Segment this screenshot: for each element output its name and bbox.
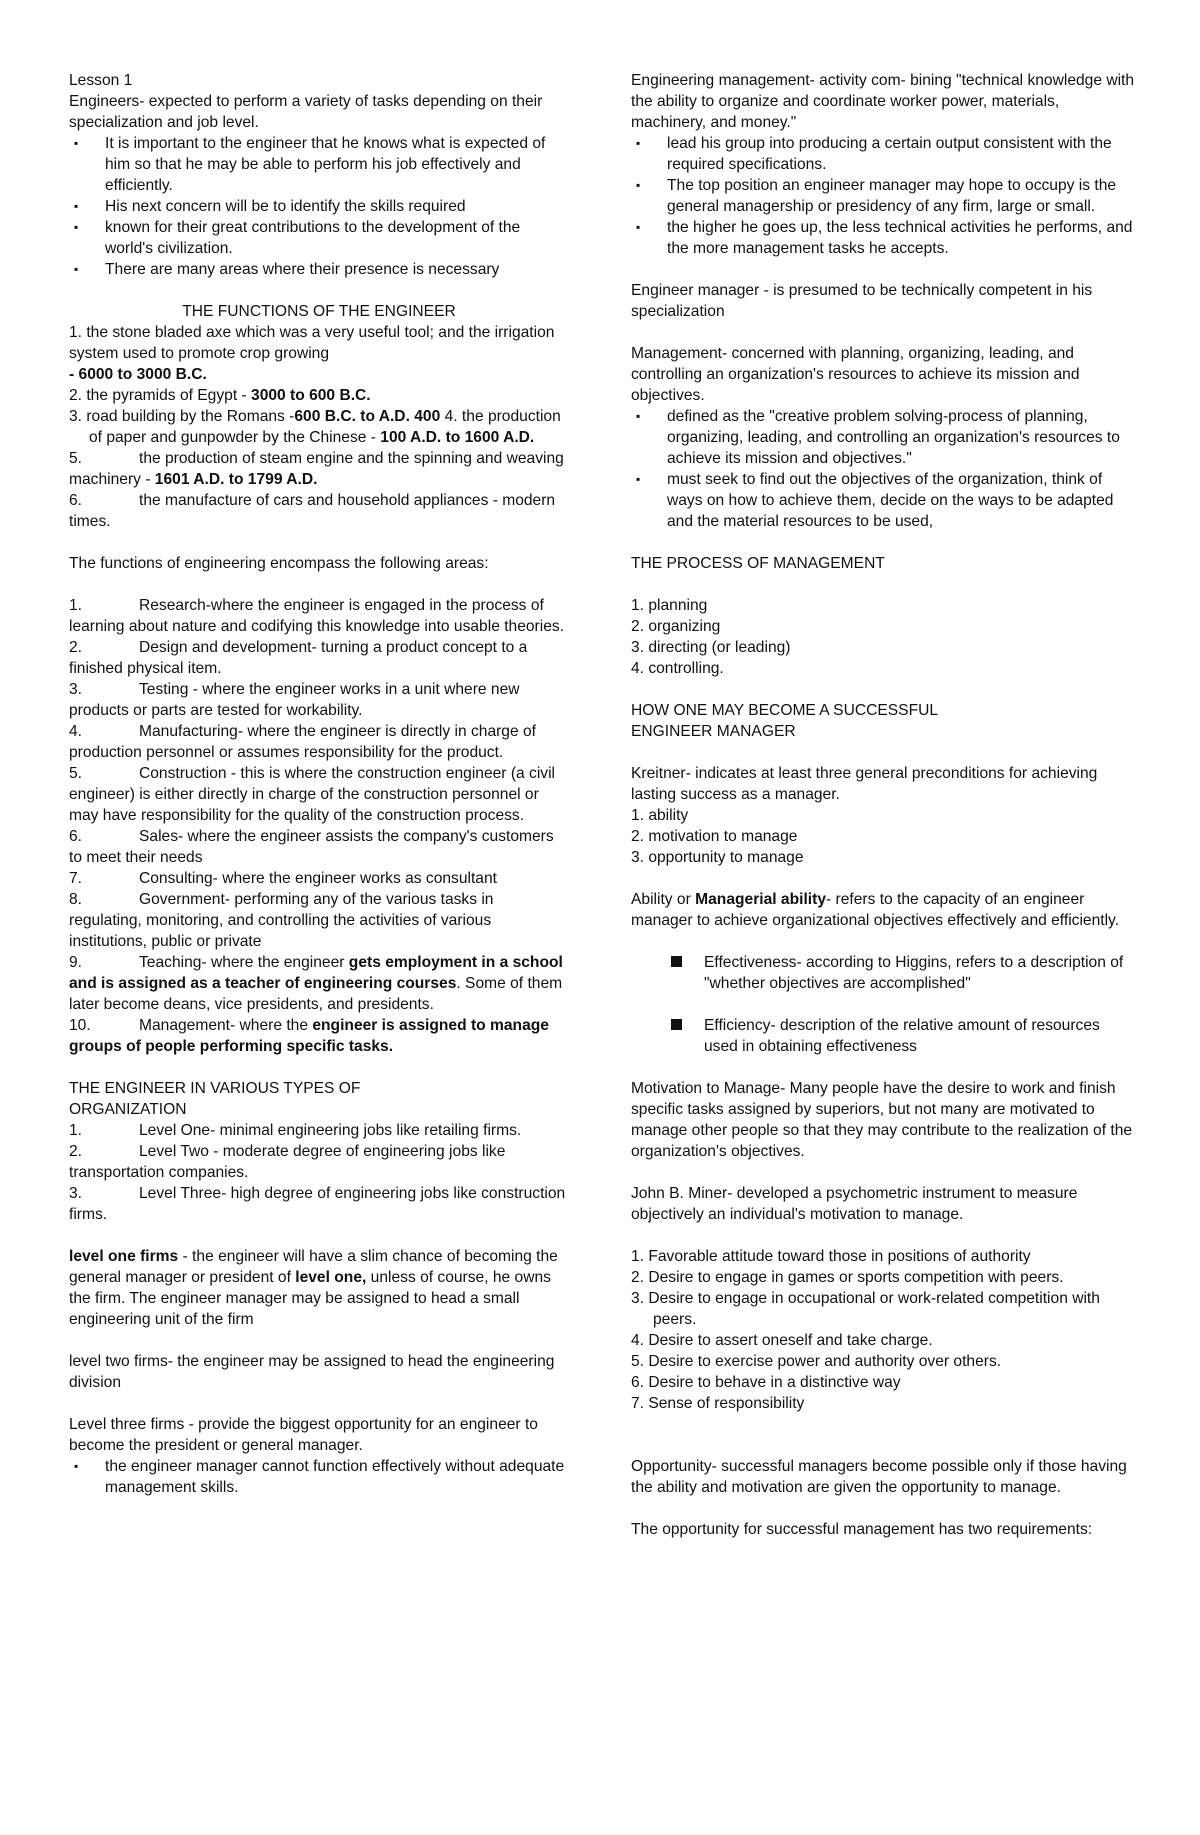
- precondition-item: 2. motivation to manage: [631, 828, 798, 845]
- bullet-icon: ▪: [74, 1459, 79, 1473]
- area-item: 8. Government- performing any of the various tasks in regulating, monitoring, and controlling the activities of various institutions, public or private: [69, 891, 494, 950]
- engineering-management-definition: Engineering management- activity com- bining "technical knowledge with the ability to organize and coordinate worker power, materials, machinery, and money.": [631, 72, 1135, 131]
- area-item: 5. Construction - this is where the construction engineer (a civil engineer) is either directly in charge of the construction personnel or may have responsibility for the quality of the construction process.: [69, 765, 556, 824]
- encompass-intro: The functions of engineering encompass the following areas:: [69, 555, 489, 572]
- bullet-item: ▪ the higher he goes up, the less technical activities he performs, and the more management tasks he accepts.: [636, 219, 1133, 257]
- bullet-icon: ▪: [636, 409, 641, 423]
- effectiveness-item: Effectiveness- according to Higgins, refers to a description of "whether objectives are accomplished": [631, 952, 1136, 994]
- bullet-item: ▪ There are many areas where their presence is necessary: [74, 261, 500, 278]
- bullet-item: ▪ The top position an engineer manager may hope to occupy is the general managership or presidency of any firm, large or small.: [636, 177, 1117, 215]
- history-item-2: 2. the pyramids of Egypt - 3000 to 600 B.C.: [69, 387, 371, 404]
- history-item-6: 6. the manufacture of cars and household appliances - modern times.: [69, 492, 556, 530]
- areas-list: [69, 595, 569, 952]
- level-item: 2. Level Two - moderate degree of engineering jobs like transportation companies.: [69, 1143, 506, 1181]
- bullet-icon: ▪: [74, 136, 79, 150]
- history-item-1: 1. the stone bladed axe which was a very useful tool; and the irrigation system used to promote crop growing - 6000 to 3000 B.C.: [69, 324, 555, 383]
- bullet-icon: ▪: [74, 262, 79, 276]
- level-two-paragraph: level two firms- the engineer may be assigned to head the engineering division: [69, 1353, 555, 1391]
- motivation-paragraph: Motivation to Manage- Many people have the desire to work and finish specific tasks assigned by superiors, but not many are motivated to manage other people so that they may contribute to the realization of the organization's objectives.: [631, 1080, 1133, 1160]
- miner-list: [631, 1246, 1136, 1414]
- functions-heading: THE FUNCTIONS OF THE ENGINEER: [182, 303, 456, 320]
- success-heading-line-1: HOW ONE MAY BECOME A SUCCESSFUL: [631, 702, 939, 719]
- miner-list-item: 6. Desire to behave in a distinctive way: [631, 1374, 901, 1391]
- bullet-item: ▪ His next concern will be to identify the skills required: [74, 198, 466, 215]
- organization-heading: THE ENGINEER IN VARIOUS TYPES OF ORGANIZATION: [69, 1080, 361, 1118]
- square-bullet-icon: [671, 1019, 682, 1030]
- left-column: [69, 70, 569, 1498]
- process-item: 1. planning: [631, 597, 708, 614]
- miner-list-item: 5. Desire to exercise power and authority over others.: [631, 1353, 1002, 1370]
- precondition-item: 3. opportunity to manage: [631, 849, 804, 866]
- bullet-icon: ▪: [74, 220, 79, 234]
- process-item: 3. directing (or leading): [631, 639, 791, 656]
- process-heading: THE PROCESS OF MANAGEMENT: [631, 555, 885, 572]
- bullet-icon: ▪: [636, 472, 641, 486]
- miner-list-item: 2. Desire to engage in games or sports competition with peers.: [631, 1269, 1064, 1286]
- level-item: 3. Level Three- high degree of engineering jobs like construction firms.: [69, 1185, 566, 1223]
- area-item: 7. Consulting- where the engineer works as consultant: [69, 870, 497, 887]
- miner-paragraph: John B. Miner- developed a psychometric instrument to measure objectively an individual's motivation to manage.: [631, 1185, 1078, 1223]
- area-item: 6. Sales- where the engineer assists the company's customers to meet their needs: [69, 828, 554, 866]
- bullet-icon: ▪: [636, 178, 641, 192]
- level-three-paragraph: Level three firms - provide the biggest opportunity for an engineer to become the president or general manager.: [69, 1416, 538, 1454]
- bullet-item: ▪ must seek to find out the objectives of the organization, think of ways on how to achieve them, decide on the ways to be adapted and the material resources to be used,: [636, 471, 1114, 530]
- level-one-paragraph: level one firms - the engineer will have a slim chance of becoming the general manager or president of level one, unless of course, he owns the firm. The engineer manager may be assigned to head a small engineering unit of the firm: [69, 1248, 558, 1328]
- opportunity-paragraph: Opportunity- successful managers become possible only if those having the ability and motivation are given the opportunity to manage.: [631, 1458, 1127, 1496]
- area-item: 2. Design and development- turning a product concept to a finished physical item.: [69, 639, 528, 677]
- level-item: 1. Level One- minimal engineering jobs like retailing firms.: [69, 1122, 522, 1139]
- area-item-9: 9. Teaching- where the engineer gets employment in a school and is assigned as a teacher of engineering courses. Some of them later become deans, vice presidents, and presidents.: [69, 954, 563, 1013]
- management-definition: Management- concerned with planning, organizing, leading, and controlling an organization's resources to achieve its mission and objectives.: [631, 345, 1080, 404]
- bullet-item: ▪ known for their great contributions to the development of the world's civilization.: [74, 219, 521, 257]
- ability-paragraph: Ability or Managerial ability- refers to the capacity of an engineer manager to achieve organizational objectives effectively and efficiently.: [631, 891, 1120, 929]
- bullet-item: ▪ defined as the "creative problem solving-process of planning, organizing, leading, and controlling an organization's resources to achieve its mission and objectives.": [636, 408, 1120, 467]
- kreitner-paragraph: Kreitner- indicates at least three general preconditions for achieving lasting success as a manager.: [631, 765, 1098, 803]
- bullet-icon: ▪: [636, 220, 641, 234]
- history-item-5: 5. the production of steam engine and the spinning and weaving machinery - 1601 A.D. to 1799 A.D.: [69, 450, 564, 488]
- precondition-item: 1. ability: [631, 807, 689, 824]
- engineer-manager-definition: Engineer manager - is presumed to be technically competent in his specialization: [631, 282, 1093, 320]
- area-item: 3. Testing - where the engineer works in a unit where new products or parts are tested for workability.: [69, 681, 520, 719]
- bullet-item: ▪ lead his group into producing a certain output consistent with the required specifications.: [636, 135, 1112, 173]
- bullet-item: ▪ It is important to the engineer that he knows what is expected of him so that he may be able to perform his job effectively and efficiently.: [74, 135, 546, 194]
- miner-list-item: 1. Favorable attitude toward those in positions of authority: [631, 1248, 1031, 1265]
- success-heading-line-2: ENGINEER MANAGER: [631, 723, 796, 740]
- miner-list-item: 4. Desire to assert oneself and take charge.: [631, 1332, 933, 1349]
- area-item-10: 10. Management- where the engineer is assigned to manage groups of people performing specific tasks.: [69, 1017, 549, 1055]
- lesson-title: Lesson 1: [69, 72, 133, 89]
- history-item-3: 3. road building by the Romans -600 B.C. to A.D. 400 4. the production of paper and gunpowder by the Chinese - 100 A.D. to 1600 A.D.: [69, 408, 561, 446]
- levels-list: [69, 1120, 569, 1225]
- area-item: 4. Manufacturing- where the engineer is directly in charge of production personnel or assumes responsibility for the product.: [69, 723, 536, 761]
- bullet-icon: ▪: [74, 199, 79, 213]
- area-item: 1. Research-where the engineer is engaged in the process of learning about nature and codifying this knowledge into usable theories.: [69, 597, 565, 635]
- miner-list-item: 3. Desire to engage in occupational or work-related competition with peers.: [631, 1290, 1100, 1328]
- two-requirements-paragraph: The opportunity for successful management has two requirements:: [631, 1521, 1093, 1538]
- process-item: 4. controlling.: [631, 660, 724, 677]
- bullet-item: ▪ the engineer manager cannot function effectively without adequate management skills.: [74, 1458, 565, 1496]
- square-bullet-icon: [671, 956, 682, 967]
- miner-list-item: 7. Sense of responsibility: [631, 1395, 805, 1412]
- bullet-icon: ▪: [636, 136, 641, 150]
- right-column: [631, 70, 1136, 1540]
- efficiency-item: Efficiency- description of the relative amount of resources used in obtaining effectiveness: [631, 1015, 1136, 1057]
- process-item: 2. organizing: [631, 618, 721, 635]
- engineers-definition: Engineers- expected to perform a variety of tasks depending on their specialization and job level.: [69, 93, 543, 131]
